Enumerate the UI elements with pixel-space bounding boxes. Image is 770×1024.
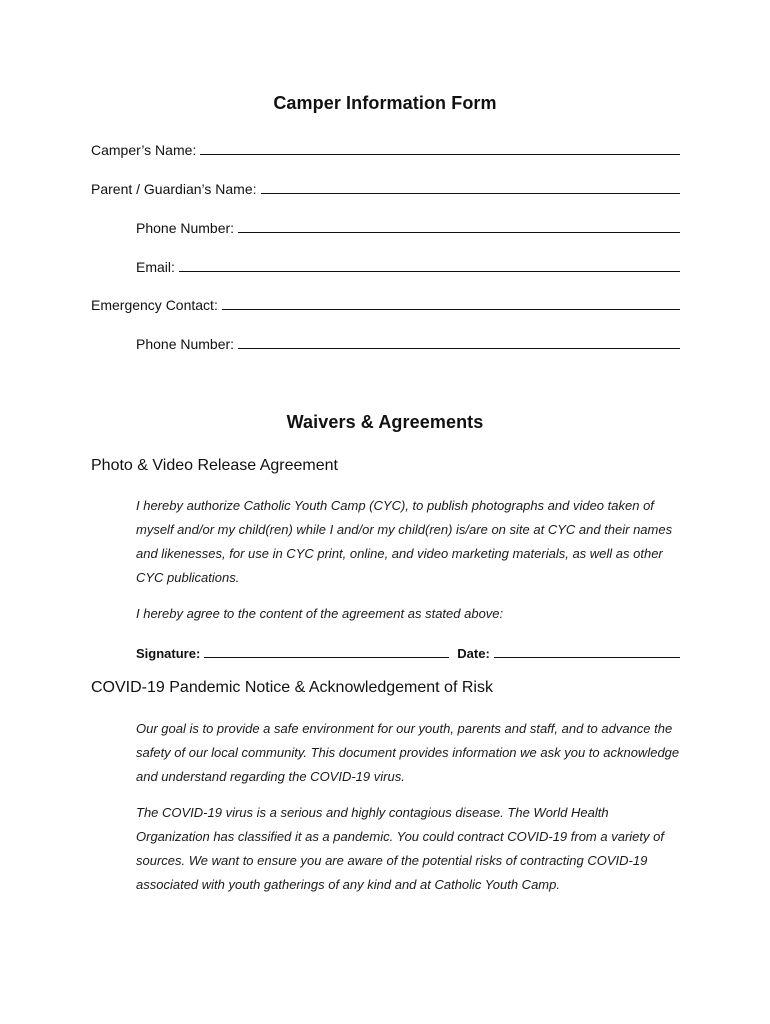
guardian-phone-input-line[interactable]	[238, 218, 680, 233]
guardian-name-field	[91, 177, 680, 197]
guardian-name-label: Parent / Guardian’s Name:	[91, 181, 257, 197]
signature-input-line[interactable]	[204, 643, 449, 658]
photo-release-agree-text: I hereby agree to the content of the agreement as stated above:	[136, 606, 504, 621]
covid-notice-paragraph-1: Our goal is to provide a safe environment for our youth, parents and staff, and to advance the safety of our local community. This document provides information we ask you to acknowledge and understand regarding the COVID-19 virus.	[136, 721, 680, 784]
form-title: Camper Information Form	[273, 93, 497, 113]
guardian-name-input-line[interactable]	[261, 179, 681, 194]
camper-name-field	[91, 138, 680, 158]
signature-label: Signature:	[136, 646, 201, 661]
guardian-phone-label: Phone Number:	[136, 220, 235, 236]
date-input-line[interactable]	[494, 643, 680, 658]
photo-release-body: I hereby authorize Catholic Youth Camp (CYC), to publish photographs and video taken of myself and/or my child(ren) while I and/or my child(ren) is/are on site at CYC and their names and likenesses, for use in CYC print, online, and video marketing materials, as well as other CYC publications.	[136, 498, 673, 585]
emergency-contact-label: Emergency Contact:	[91, 297, 218, 313]
camper-name-label: Camper’s Name:	[91, 142, 197, 158]
photo-release-heading: Photo & Video Release Agreement	[91, 457, 338, 474]
date-label: Date:	[457, 646, 490, 661]
emergency-phone-input-line[interactable]	[238, 334, 680, 349]
waivers-title: Waivers & Agreements	[286, 412, 484, 432]
emergency-contact-field	[91, 293, 680, 313]
guardian-email-input-line[interactable]	[179, 257, 680, 272]
guardian-email-field	[136, 255, 680, 275]
covid-notice-paragraph-2: The COVID-19 virus is a serious and highly contagious disease. The World Health Organization has classified it as a pandemic. You could contract COVID-19 from a variety of sources. We want to ensure you are aware of the potential risks of contracting COVID-19 associated with youth gatherings of any kind and at Catholic Youth Camp.	[136, 805, 664, 892]
guardian-email-label: Email:	[136, 259, 175, 275]
covid-notice-heading: COVID-19 Pandemic Notice & Acknowledgement of Risk	[91, 679, 493, 696]
camper-name-input-line[interactable]	[200, 140, 680, 155]
emergency-phone-label: Phone Number:	[136, 336, 235, 352]
emergency-contact-input-line[interactable]	[222, 295, 680, 310]
signature-date-row	[136, 641, 680, 661]
emergency-phone-field	[136, 332, 680, 352]
guardian-phone-field	[136, 216, 680, 236]
